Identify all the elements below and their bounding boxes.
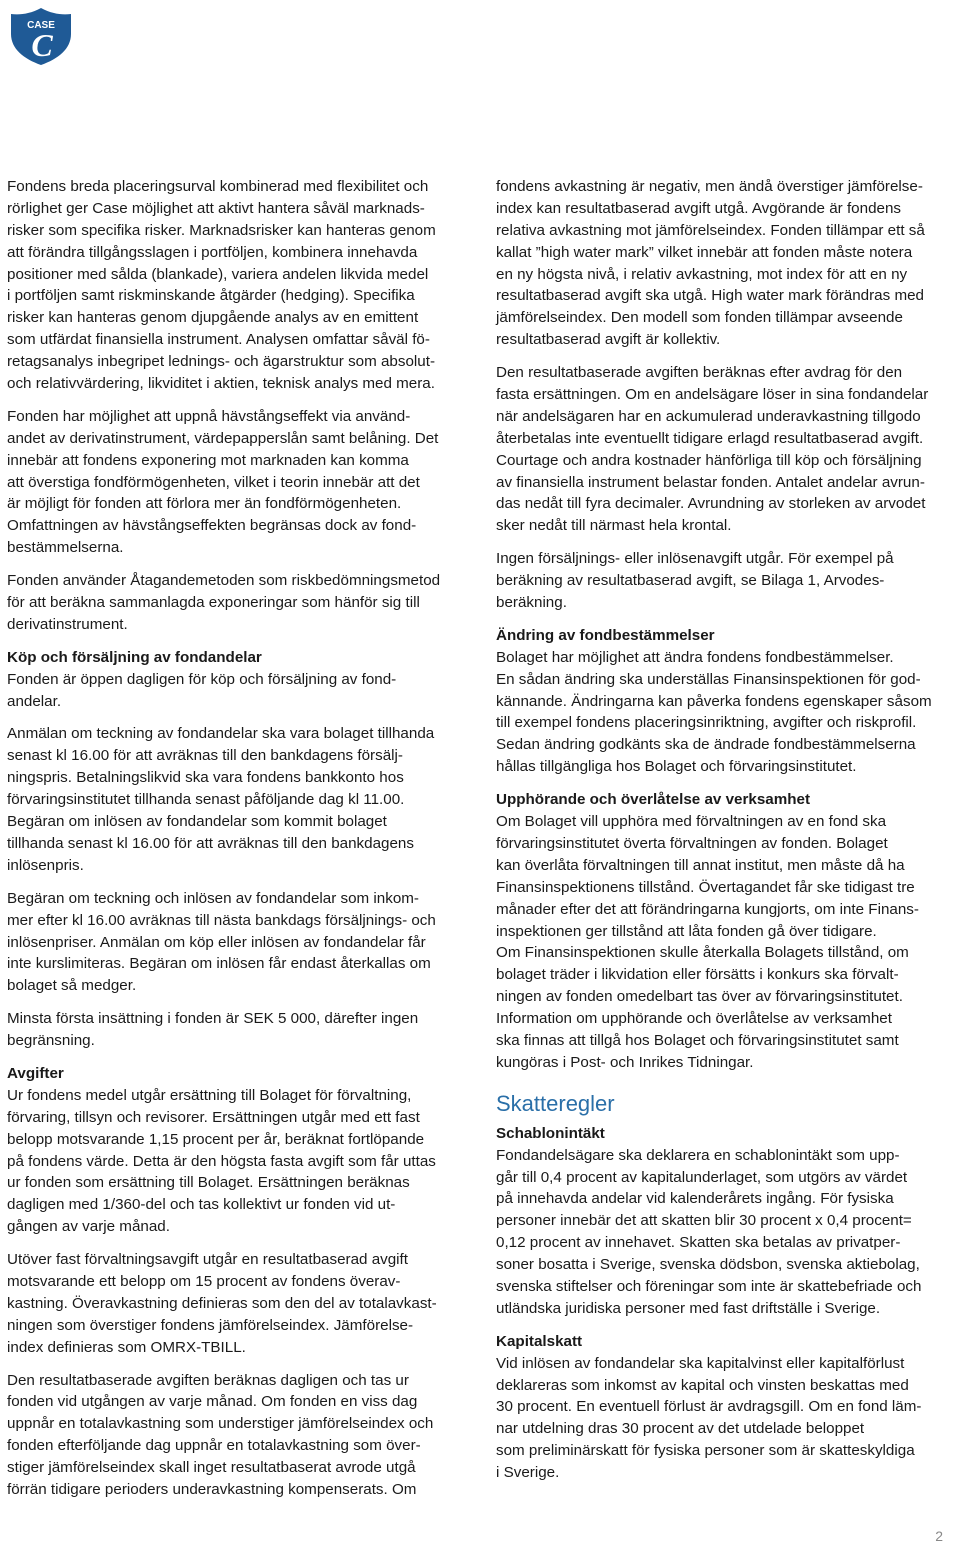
text-line: kännande. Ändringarna kan påverka fondens egenskaper såsom	[496, 692, 932, 710]
paragraph	[496, 1353, 956, 1484]
text-line: andelar.	[7, 692, 62, 710]
section-heading: Ändring av fondbestämmelser	[496, 626, 715, 644]
text-line: Om Finansinspektionen skulle återkalla Bolagets tillstånd, om	[496, 944, 909, 962]
text-line: personer innebär det att skatten blir 30 procent x 0,4 procent=	[496, 1212, 912, 1230]
paragraph	[496, 647, 956, 778]
paragraph	[496, 548, 956, 614]
section-heading: Kapitalskatt	[496, 1332, 583, 1350]
paragraph-gap	[496, 778, 956, 789]
text-line: utländska juridiska personer med fast driftställe i Sverige.	[496, 1299, 881, 1317]
text-line: stiger jämförelseindex skall inget resultatbaserat avrode utgå	[7, 1459, 416, 1477]
paragraph	[7, 888, 475, 997]
text-line: relativa avkastning mot jämförelseindex. Fonden tillämpar ett så	[496, 221, 925, 239]
text-line: till exempel fondens placeringsinriktning, avgifter och riskprofil.	[496, 714, 917, 732]
text-line: på innehavda andelar vid kalenderårets ingång. För fysiska	[496, 1190, 894, 1208]
text-line: rörlighet ger Case möjlighet att aktivt hantera såväl marknads-	[7, 199, 425, 217]
text-line: i portföljen samt riskminskande åtgärder (hedging). Specifika	[7, 287, 415, 305]
text-line: andet av derivatinstrument, värdepapperslån samt belåning. Det	[7, 429, 439, 447]
text-line: av finansiella instrument belastar fonden. Antalet andelar avrun-	[496, 473, 925, 491]
text-line: Begäran om inlösen av fondandelar som kommit bolaget	[7, 813, 387, 831]
text-line: Begäran om teckning och inlösen av fondandelar som inkom-	[7, 889, 419, 907]
text-line: kungöras i Post- och Inrikes Tidningar.	[496, 1053, 754, 1071]
text-line: fondens avkastning är negativ, men ändå överstiger jämförelse-	[496, 178, 923, 195]
text-line: Den resultatbaserade avgiften beräknas efter avdrag för den	[496, 364, 903, 382]
paragraph-gap	[7, 1052, 475, 1063]
text-line: inlösenpris.	[7, 856, 84, 874]
paragraph	[7, 1249, 475, 1358]
text-line: derivatinstrument.	[7, 615, 128, 633]
text-line: dagligen med 1/360-del och tas kollektivt ur fonden vid ut-	[7, 1196, 396, 1214]
paragraph	[7, 570, 475, 636]
text-line: att förändra tillgångsslagen i portföljen, kombinera innehavda	[7, 243, 418, 261]
paragraph-gap	[496, 537, 956, 548]
logo-letter: C	[31, 27, 53, 63]
text-line: 0,12 procent av innehavet. Skatten ska betalas av privatper-	[496, 1234, 901, 1252]
text-line: kastning. Överavkastning definieras som den del av totalavkast-	[7, 1294, 437, 1312]
text-line: att överstiga fondförmögenheten, vilket i teorin innebär att det	[7, 473, 420, 491]
section-heading: Köp och försäljning av fondandelar	[7, 648, 262, 666]
paragraph	[7, 1085, 475, 1238]
text-line: Courtage och andra kostnader hänförliga till köp och försäljning	[496, 451, 922, 469]
section-heading: Schablonintäkt	[496, 1124, 605, 1142]
text-line: Utöver fast förvaltningsavgift utgår en resultatbaserad avgift	[7, 1251, 408, 1269]
text-line: bolaget träder i likvidation eller försätts i konkurs ska förvalt-	[496, 966, 899, 984]
text-line: 30 procent. En eventuell förlust är avdragsgill. Om en fond läm-	[496, 1398, 922, 1416]
text-line: fonden vid utgången av varje månad. Om fonden en viss dag	[7, 1393, 418, 1411]
text-line: jämförelseindex. Den modell som fonden tillämpar avseende	[496, 309, 903, 327]
section-title: Skatteregler	[496, 1090, 615, 1116]
section-heading: Avgifter	[7, 1064, 64, 1082]
text-line: begränsning.	[7, 1032, 95, 1050]
paragraph-gap	[7, 395, 475, 406]
text-line: månader efter det att förändringarna kungjorts, om inte Finans-	[496, 900, 919, 918]
text-line: som preliminärskatt för fysiska personer som är skatteskyldiga	[496, 1442, 915, 1460]
section-heading: Upphörande och överlåtelse av verksamhet	[496, 791, 810, 809]
text-line: beräkning av resultatbaserad avgift, se Bilaga 1, Arvodes-	[496, 572, 885, 590]
text-line: som utfärdat finansiella instrument. Analysen omfattar såväl fö-	[7, 331, 430, 349]
case-logo	[6, 6, 76, 66]
paragraph-gap	[496, 351, 956, 362]
text-line: ur fonden som ersättning till Bolaget. Ersättningen beräknas	[7, 1174, 410, 1192]
text-line: Anmälan om teckning av fondandelar ska vara bolaget tillhanda	[7, 725, 435, 743]
shield-icon	[6, 6, 76, 66]
text-line: Fondandelsägare ska deklarera en schablonintäkt som upp-	[496, 1146, 900, 1164]
text-line: i Sverige.	[496, 1464, 560, 1482]
text-line: ningen av fonden omedelbart tas över av förvaringsinstitutet.	[496, 988, 903, 1006]
text-line: kallat ”high water mark” vilket innebär att fonden måste notera	[496, 243, 913, 261]
text-line: ningen som överstiger fondens jämförelseindex. Jämförelse-	[7, 1316, 414, 1334]
text-line: svenska stiftelser och föreningar som inte är skattebefriade och	[496, 1277, 922, 1295]
text-line: soner bosatta i Sverige, svenska dödsbon, svenska aktiebolag,	[496, 1256, 920, 1274]
text-line: risker som specifika risker. Marknadsrisker kan hanteras genom	[7, 221, 436, 239]
text-line: förvaring, tillsyn och revisorer. Ersättningen utgår med ett fast	[7, 1108, 420, 1126]
paragraph	[7, 1370, 475, 1501]
paragraph	[496, 176, 956, 351]
paragraph-gap	[496, 614, 956, 625]
text-line: En sådan ändring ska underställas Finansinspektionen för god-	[496, 670, 921, 688]
paragraph	[7, 723, 475, 876]
text-line: resultatbaserad avgift är kollektiv.	[496, 331, 721, 349]
paragraph-gap	[7, 712, 475, 723]
text-line: innebär att fondens exponering mot marknaden kan komma	[7, 451, 409, 469]
text-line: Bolaget har möjlighet att ändra fondens fondbestämmelser.	[496, 648, 894, 666]
text-line: fonden efterföljande dag uppnår en totalavkastning som över-	[7, 1437, 421, 1455]
paragraph	[496, 811, 956, 1074]
logo-top-text: CASE	[27, 20, 55, 31]
paragraph-gap	[7, 559, 475, 570]
paragraph-gap	[496, 1320, 956, 1331]
paragraph-gap	[7, 997, 475, 1008]
text-line: uppnår en totalavkastning som understiger jämförelseindex och	[7, 1415, 434, 1433]
paragraph-gap	[7, 877, 475, 888]
text-line: mer efter kl 16.00 avräknas till nästa bankdags försäljnings- och	[7, 911, 436, 929]
text-line: förvaringsinstitutet tillhanda senast påföljande dag kl 11.00.	[7, 791, 405, 809]
text-line: återbetalas inte eventuellt tidigare erlagd resultatbaserad avgift.	[496, 429, 924, 447]
paragraph-gap	[7, 1238, 475, 1249]
text-line: tillhanda senast kl 16.00 för att avräknas till den bankdagens	[7, 834, 414, 852]
text-line: Fonden använder Åtagandemetoden som riskbedömningsmetod	[7, 572, 441, 590]
text-line: Fonden är öppen dagligen för köp och försäljning av fond-	[7, 670, 397, 688]
text-line: för att beräkna sammanlagda exponeringar som hänför sig till	[7, 594, 420, 612]
text-line: bolaget så medger.	[7, 977, 137, 995]
text-line: Information om upphörande och överlåtelse av verksamhet	[496, 1010, 892, 1028]
text-line: Den resultatbaserade avgiften beräknas dagligen och tas ur	[7, 1371, 409, 1389]
text-line: Omfattningen av hävstångseffekten begränsas dock av fond-	[7, 517, 417, 535]
text-line: inspektionen ger tillstånd att låta fonden gå över tidigare.	[496, 922, 877, 940]
text-line: index kan resultatbaserad avgift utgå. Avgörande är fondens	[496, 199, 901, 217]
text-line: är möjligt för fonden att förlora mer än fondförmögenheten.	[7, 495, 402, 513]
text-line: förvaringsinstitutet överta förvaltningen av fonden. Bolaget	[496, 834, 888, 852]
text-line: Ur fondens medel utgår ersättning till Bolaget för förvaltning,	[7, 1086, 412, 1104]
text-line: gången av varje månad.	[7, 1218, 170, 1236]
text-line: risker kan hanteras genom djupgående analys av en emittent	[7, 309, 419, 327]
paragraph	[7, 176, 475, 395]
text-line: nar utdelning dras 30 procent av det utdelade beloppet	[496, 1420, 865, 1438]
paragraph	[7, 1008, 475, 1052]
text-line: går till 0,4 procent av kapitalunderlaget, som utgörs av värdet	[496, 1168, 908, 1186]
text-line: när andelsägaren har en ackumulerad underavkastning tillgodo	[496, 407, 921, 425]
paragraph	[496, 1145, 956, 1320]
text-line: Finansinspektionens tillstånd. Övertagandet får ske tidigast tre	[496, 878, 915, 896]
text-line: bestämmelserna.	[7, 539, 124, 557]
paragraph	[496, 362, 956, 537]
text-line: index definieras som OMRX-TBILL.	[7, 1338, 246, 1356]
text-line: ska finnas att tillgå hos Bolaget och förvaringsinstitutet samt	[496, 1031, 899, 1049]
page-number: 2	[935, 1528, 943, 1544]
text-line: förrän tidigare perioders underavkastning kompenserats. Om	[7, 1480, 417, 1498]
text-line: hållas tillgängliga hos Bolaget och förvaringsinstitutet.	[496, 758, 857, 776]
text-line: resultatbaserad avgift ska utgå. High water mark förändras med	[496, 287, 924, 305]
text-line: sker nedåt till närmast hela krontal.	[496, 517, 732, 535]
text-line: Fonden har möjlighet att uppnå hävstångseffekt via använd-	[7, 407, 411, 425]
text-line: Fondens breda placeringsurval kombinerad med flexibilitet och	[7, 178, 429, 195]
text-line: Ingen försäljnings- eller inlösenavgift utgår. För exempel på	[496, 550, 894, 568]
paragraph-gap	[7, 1359, 475, 1370]
text-line: en ny högsta nivå, i relativ avkastning, mot index för att en ny	[496, 265, 908, 283]
text-line: das nedåt till fyra decimaler. Avrundning av storleken av arvodet	[496, 495, 926, 513]
right-column	[496, 176, 956, 1484]
text-line: Om Bolaget vill upphöra med förvaltningen av en fond ska	[496, 813, 887, 831]
left-column	[7, 176, 475, 1501]
text-line: Sedan ändring godkänts ska de ändrade fondbestämmelserna	[496, 736, 916, 754]
text-line: beräkning.	[496, 594, 567, 612]
text-line: på fondens värde. Detta är den högsta fasta avgift som får uttas	[7, 1152, 436, 1170]
text-line: motsvarande ett belopp om 15 procent av fondens överav-	[7, 1272, 401, 1290]
text-line: fasta ersättningen. Om en andelsägare löser in sina fondandelar	[496, 386, 929, 404]
paragraph-gap	[496, 1074, 956, 1085]
text-line: Vid inlösen av fondandelar ska kapitalvinst eller kapitalförlust	[496, 1354, 905, 1372]
text-line: Minsta första insättning i fonden är SEK 5 000, därefter ingen	[7, 1010, 419, 1028]
text-line: inlösenpriser. Anmälan om köp eller inlösen av fondandelar får	[7, 933, 426, 951]
text-line: belopp motsvarande 1,15 procent per år, beräknat fortlöpande	[7, 1130, 425, 1148]
text-line: positioner med sålda (blankade), variera andelen likvida medel	[7, 265, 429, 283]
paragraph	[7, 406, 475, 559]
text-line: senast kl 16.00 för att avräknas till den bankdagens försälj-	[7, 747, 403, 765]
text-line: deklareras som inkomst av kapital och vinsten beskattas med	[496, 1376, 909, 1394]
paragraph	[7, 669, 475, 713]
paragraph-gap	[7, 636, 475, 647]
text-line: och relativvärdering, likviditet i aktien, teknisk analys med mera.	[7, 375, 435, 393]
text-line: retagsanalys inbegripet lednings- och ägarstruktur som absolut-	[7, 353, 436, 371]
text-line: inte kurslimiteras. Begäran om inlösen får endast återkallas om	[7, 955, 431, 973]
text-line: ningspris. Betalningslikvid ska vara fondens bankkonto hos	[7, 769, 404, 787]
text-line: kan överlåta förvaltningen till annat institut, men måste då ha	[496, 856, 905, 874]
